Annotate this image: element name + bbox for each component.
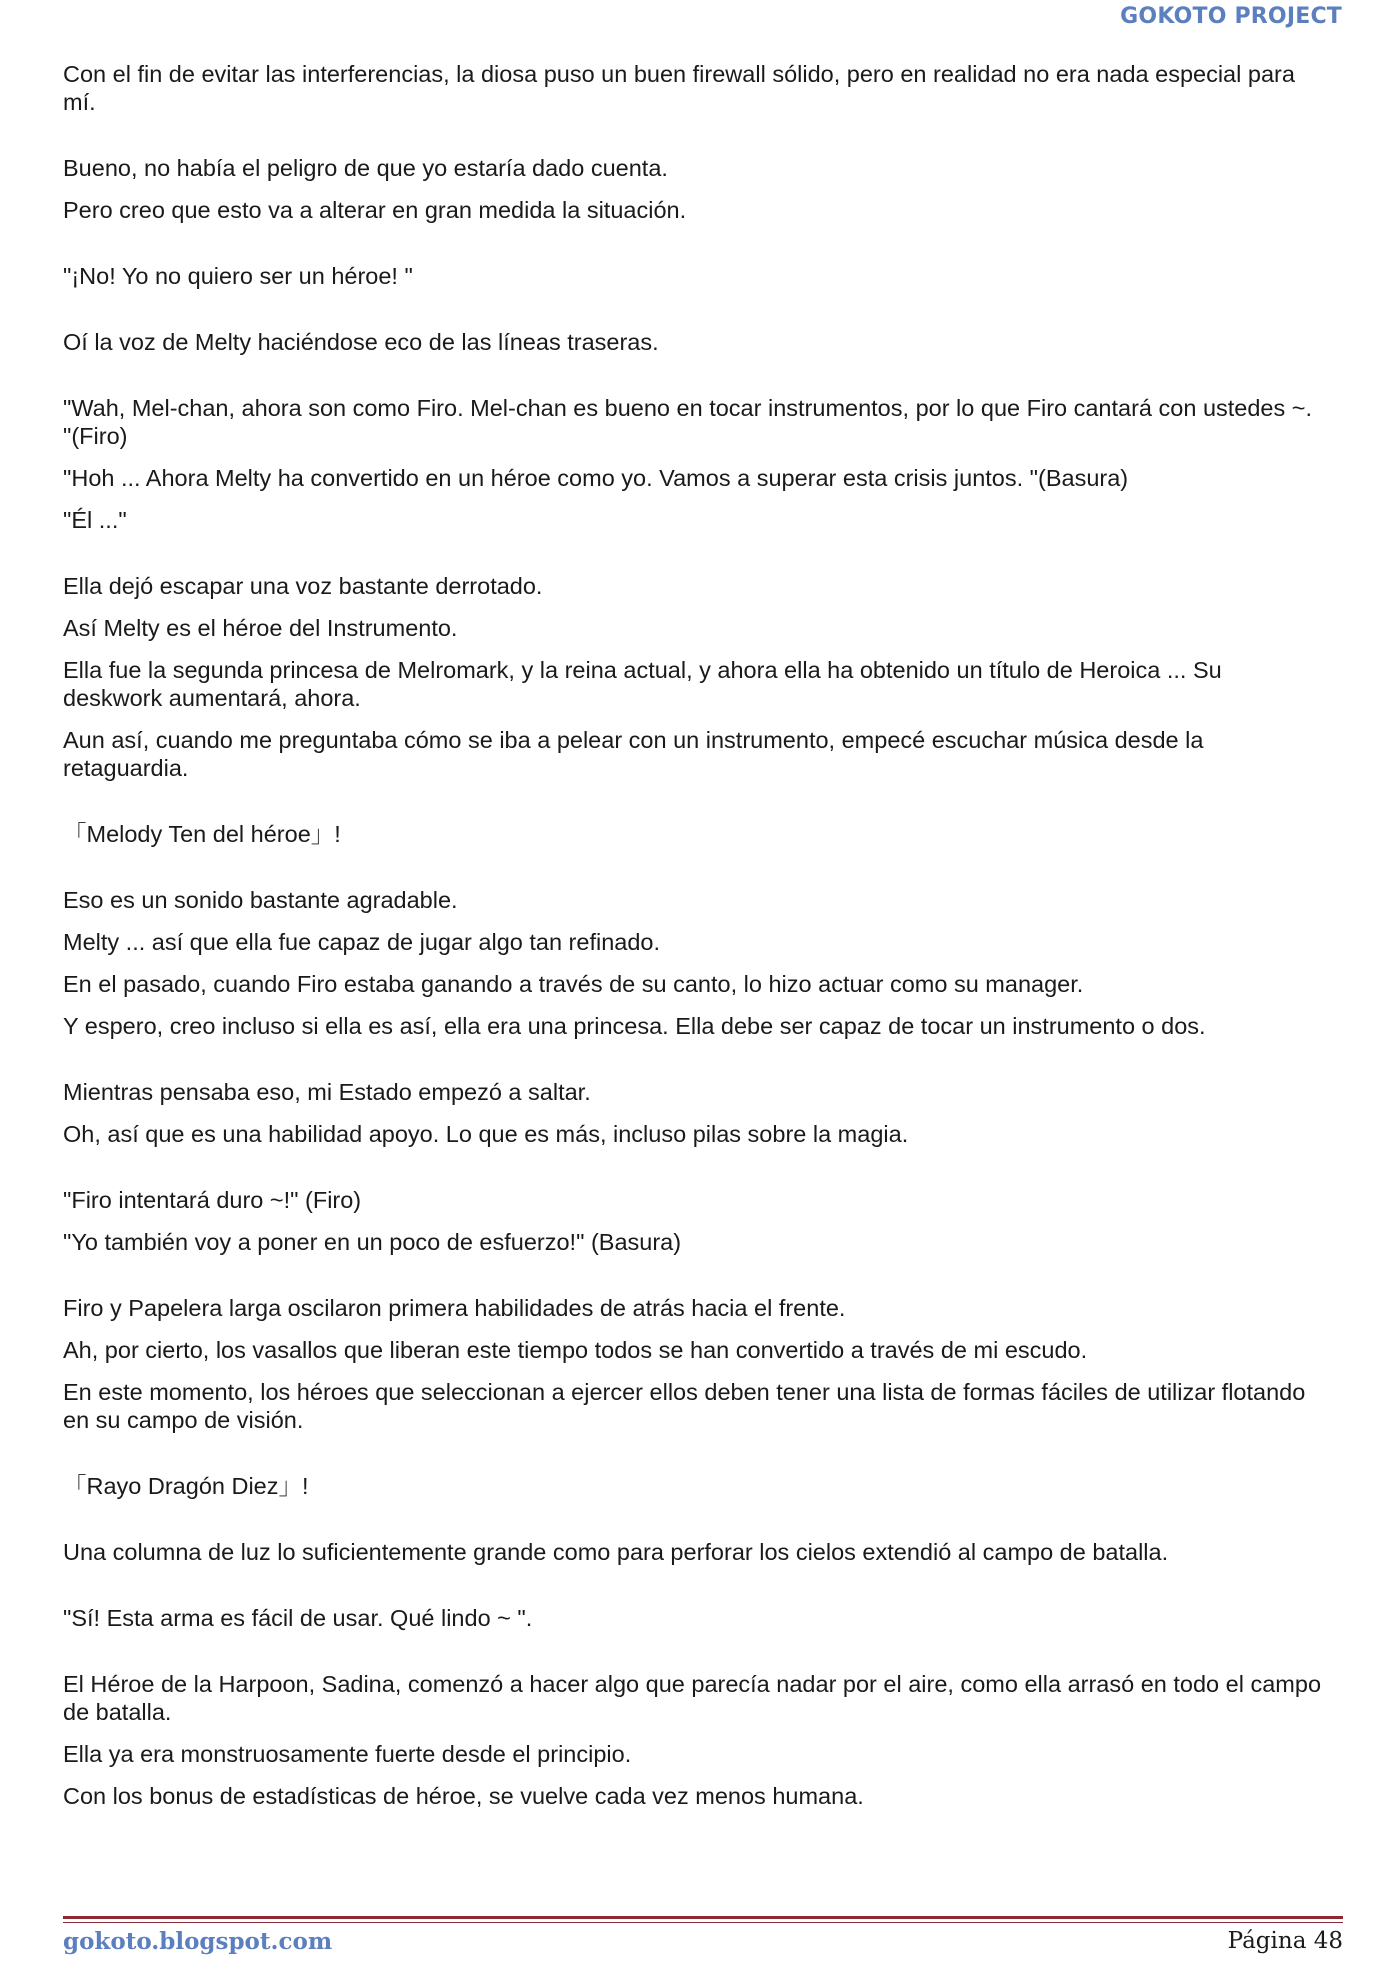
paragraph: 「Rayo Dragón Diez」! — [63, 1473, 309, 1499]
footer-divider-thin — [63, 1922, 1343, 1923]
paragraph: Y espero, creo incluso si ella es así, ella era una princesa. Ella debe ser capaz de tocar un instrumento o dos. — [63, 1013, 1206, 1039]
paragraph: "Hoh ... Ahora Melty ha convertido en un héroe como yo. Vamos a superar esta crisis juntos. "(Basura) — [63, 465, 1129, 491]
paragraph: En este momento, los héroes que seleccionan a ejercer ellos deben tener una lista de formas fáciles de utilizar flotando en su campo de visión. — [63, 1379, 1306, 1433]
paragraph: "Firo intentará duro ~!" (Firo) — [63, 1187, 362, 1213]
paragraph: Con el fin de evitar las interferencias, la diosa puso un buen firewall sólido, pero en realidad no era nada especial para mí. — [63, 61, 1295, 115]
paragraph: Ella dejó escapar una voz bastante derrotado. — [63, 573, 543, 599]
paragraph: 「Melody Ten del héroe」! — [63, 821, 341, 847]
paragraph: Firo y Papelera larga oscilaron primera habilidades de atrás hacia el frente. — [63, 1295, 846, 1321]
paragraph: Bueno, no había el peligro de que yo estaría dado cuenta. — [63, 155, 668, 181]
paragraph: "Sí! Esta arma es fácil de usar. Qué lindo ~ ". — [63, 1605, 533, 1631]
paragraph: "¡No! Yo no quiero ser un héroe! " — [63, 263, 413, 289]
paragraph: Oh, así que es una habilidad apoyo. Lo que es más, incluso pilas sobre la magia. — [63, 1121, 909, 1147]
paragraph: Oí la voz de Melty haciéndose eco de las líneas traseras. — [63, 329, 659, 355]
paragraph: "Yo también voy a poner en un poco de esfuerzo!" (Basura) — [63, 1229, 682, 1255]
footer-divider — [63, 1916, 1343, 1919]
paragraph: "Él ..." — [63, 507, 127, 533]
page-number: Página 48 — [1227, 1928, 1343, 1954]
paragraph: Ah, por cierto, los vasallos que liberan este tiempo todos se han convertido a través de mi escudo. — [63, 1337, 1088, 1363]
paragraph: Así Melty es el héroe del Instrumento. — [63, 615, 458, 641]
paragraph: Melty ... así que ella fue capaz de jugar algo tan refinado. — [63, 929, 661, 955]
paragraph: Con los bonus de estadísticas de héroe, se vuelve cada vez menos humana. — [63, 1783, 864, 1809]
paragraph: Eso es un sonido bastante agradable. — [63, 887, 458, 913]
paragraph: En el pasado, cuando Firo estaba ganando a través de su canto, lo hizo actuar como su manager. — [63, 971, 1084, 997]
page-header-title: GOKOTO PROJECT — [1120, 4, 1342, 29]
paragraph: Ella fue la segunda princesa de Melromark, y la reina actual, y ahora ella ha obtenido un título de Heroica ... Su deskwork aumentará, ahora. — [63, 657, 1222, 711]
paragraph: "Wah, Mel-chan, ahora son como Firo. Mel-chan es bueno en tocar instrumentos, por lo que Firo cantará con ustedes ~. "(Firo) — [63, 395, 1313, 449]
paragraph: Ella ya era monstruosamente fuerte desde el principio. — [63, 1741, 632, 1767]
paragraph: Aun así, cuando me preguntaba cómo se iba a pelear con un instrumento, empecé escuchar música desde la retaguardia. — [63, 727, 1204, 781]
paragraph: Pero creo que esto va a alterar en gran medida la situación. — [63, 197, 687, 223]
footer-site-link[interactable]: gokoto.blogspot.com — [63, 1928, 333, 1955]
paragraph: El Héroe de la Harpoon, Sadina, comenzó a hacer algo que parecía nadar por el aire, como ella arrasó en todo el campo de batalla. — [63, 1671, 1322, 1725]
document-body — [63, 60, 1325, 1824]
paragraph: Mientras pensaba eso, mi Estado empezó a saltar. — [63, 1079, 591, 1105]
paragraph: Una columna de luz lo suficientemente grande como para perforar los cielos extendió al campo de batalla. — [63, 1539, 1169, 1565]
